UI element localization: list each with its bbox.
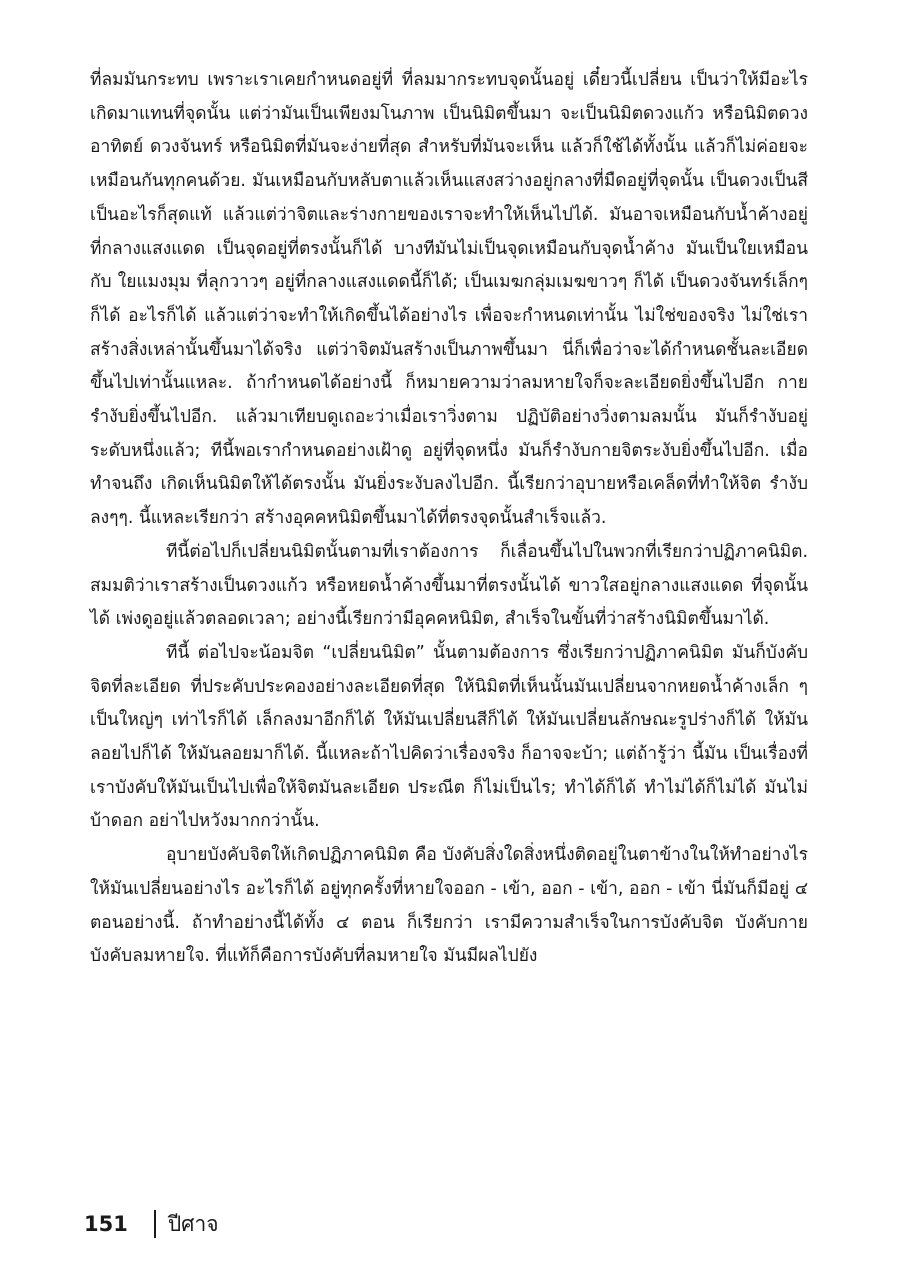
paragraph-3: ทีนี้ ต่อไปจะน้อมจิต “เปลี่ยนนิมิต” นั้นตามต้องการ ซึ่งเรียกว่าปฏิภาคนิมิต มันก็บังคับจิตที่ละเอียด ที่ประคับประคองอย่างละเอียดที่สุด ให้นิมิตที่เห็นนั้นมันเปลี่ยนจากหยดน้ำค้างเล็ก ๆ เป็นใหญ่ๆ เท่าไรก็ได้ เล็กลงมาอีกก็ได้ ให้มันเปลี่ยนสีก็ได้ ให้มันเปลี่ยนลักษณะรูปร่างก็ได้ ให้มันลอยไปก็ได้ ให้มันลอยมาก็ได้. นี้แหละถ้าไปคิดว่าเรื่องจริง ก็อาจจะบ้า; แต่ถ้ารู้ว่า นี้มัน เป็นเรื่องที่เราบังคับให้มันเป็นไปเพื่อให้จิตมันละเอียด ประณีต ก็ไม่เป็นไร; ทำได้ก็ได้ ทำไม่ได้ก็ไม่ได้ มันไม่บ้าดอก อย่าไปหวังมากกว่านั้น. [90,642,808,832]
paragraph-4: อุบายบังคับจิตให้เกิดปฏิภาคนิมิต คือ บังคับสิ่งใดสิ่งหนึ่งติดอยู่ในตาข้างในให้ทำอย่างไร ให้มันเปลี่ยนอย่างไร อะไรก็ได้ อยู่ทุกครั้งที่หายใจออก - เข้า, ออก - เข้า, ออก - เข้า นี่มันก็มีอยู่ ๔ ตอนอย่างนี้. ถ้าทำอย่างนี้ได้ทั้ง ๔ ตอน ก็เรียกว่า เรามีความสำเร็จในการบังคับจิต บังคับกาย บังคับลมหายใจ. ที่แท้ก็คือการบังคับที่ลมหายใจ มันมีผลไปยัง [90,845,808,967]
footer-divider [154,1210,156,1238]
page-footer [84,1204,219,1244]
paragraph-2: ทีนี้ต่อไปก็เปลี่ยนนิมิตนั้นตามที่เราต้องการ ก็เลื่อนขึ้นไปในพวกที่เรียกว่าปฏิภาคนิมิต. สมมติว่าเราสร้างเป็นดวงแก้ว หรือหยดน้ำค้างขึ้นมาที่ตรงนั้นได้ ขาวใสอยู่กลางแสงแดด ที่จุดนั้นได้ เพ่งดูอยู่แล้วตลอดเวลา; อย่างนี้เรียกว่ามีอุคคหนิมิต, สำเร็จในขั้นที่ว่าสร้างนิมิตขึ้นมาได้. [90,541,808,630]
paragraph-1: ที่ลมมันกระทบ เพราะเราเคยกำหนดอยู่ที่ ที่ลมมากระทบจุดนั้นอยู่ เดี๋ยวนี้เปลี่ยน เป็นว่าให้มีอะไรเกิดมาแทนที่จุดนั้น แต่ว่ามันเป็นเพียงมโนภาพ เป็นนิมิตขึ้นมา จะเป็นนิมิตดวงแก้ว หรือนิมิตดวงอาทิตย์ ดวงจันทร์ หรือนิมิตที่มันจะง่ายที่สุด สำหรับที่มันจะเห็น แล้วก็ใช้ได้ทั้งนั้น แล้วก็ไม่ค่อยจะเหมือนกันทุกคนด้วย. มันเหมือนกับหลับตาแล้วเห็นแสงสว่างอยู่กลางที่มืดอยู่ที่จุดนั้น เป็นดวงเป็นสีเป็นอะไรก็สุดแท้ แล้วแต่ว่าจิตและร่างกายของเราจะทำให้เห็นไปได้. มันอาจเหมือนกับน้ำค้างอยู่ที่กลางแสงแดด เป็นจุดอยู่ที่ตรงนั้นก็ได้ บางทีมันไม่เป็นจุดเหมือนกับจุดน้ำค้าง มันเป็นใยเหมือนกับ ใยแมงมุม ที่ลุกวาวๆ อยู่ที่กลางแสงแดดนี้ก็ได้; เป็นเมฆกลุ่มเมฆขาวๆ ก็ได้ เป็นดวงจันทร์เล็กๆ ก็ได้ อะไรก็ได้ แล้วแต่ว่าจะทำให้เกิดขึ้นได้อย่างไร เพื่อจะกำหนดเท่านั้น ไม่ใช่ของจริง ไม่ใช่เราสร้างสิ่งเหล่านั้นขึ้นมาได้จริง แต่ว่าจิตมันสร้างเป็นภาพขึ้นมา นี่ก็เพื่อว่าจะได้กำหนดชั้นละเอียดขึ้นไปเท่านั้นแหละ. ถ้ากำหนดได้อย่างนี้ ก็หมายความว่าลมหายใจก็จะละเอียดยิ่งขึ้นไปอีก กายรำงับยิ่งขึ้นไปอีก. แล้วมาเทียบดูเถอะว่าเมื่อเราวิ่งตาม ปฏิบัติอย่างวิ่งตามลมนั้น มันก็รำงับอยู่ระดับหนึ่งแล้ว; ทีนี้พอเรากำหนดอย่างเฝ้าดู อยู่ที่จุดหนึ่ง มันก็รำงับกายจิตระงับยิ่งขึ้นไปอีก. เมื่อทำจนถึง เกิดเห็นนิมิตให้ได้ตรงนั้น มันยิ่งระงับลงไปอีก. นี้เรียกว่าอุบายหรือเคล็ดที่ทำให้จิต รำงับลงๆๆ. นี้แหละเรียกว่า สร้างอุคคหนิมิตขึ้นมาได้ที่ตรงจุดนั้นสำเร็จแล้ว. [90,70,808,529]
body-text [90,64,808,974]
page-number: 151 [84,1212,128,1236]
running-title: ปีศาจ [167,1211,219,1236]
